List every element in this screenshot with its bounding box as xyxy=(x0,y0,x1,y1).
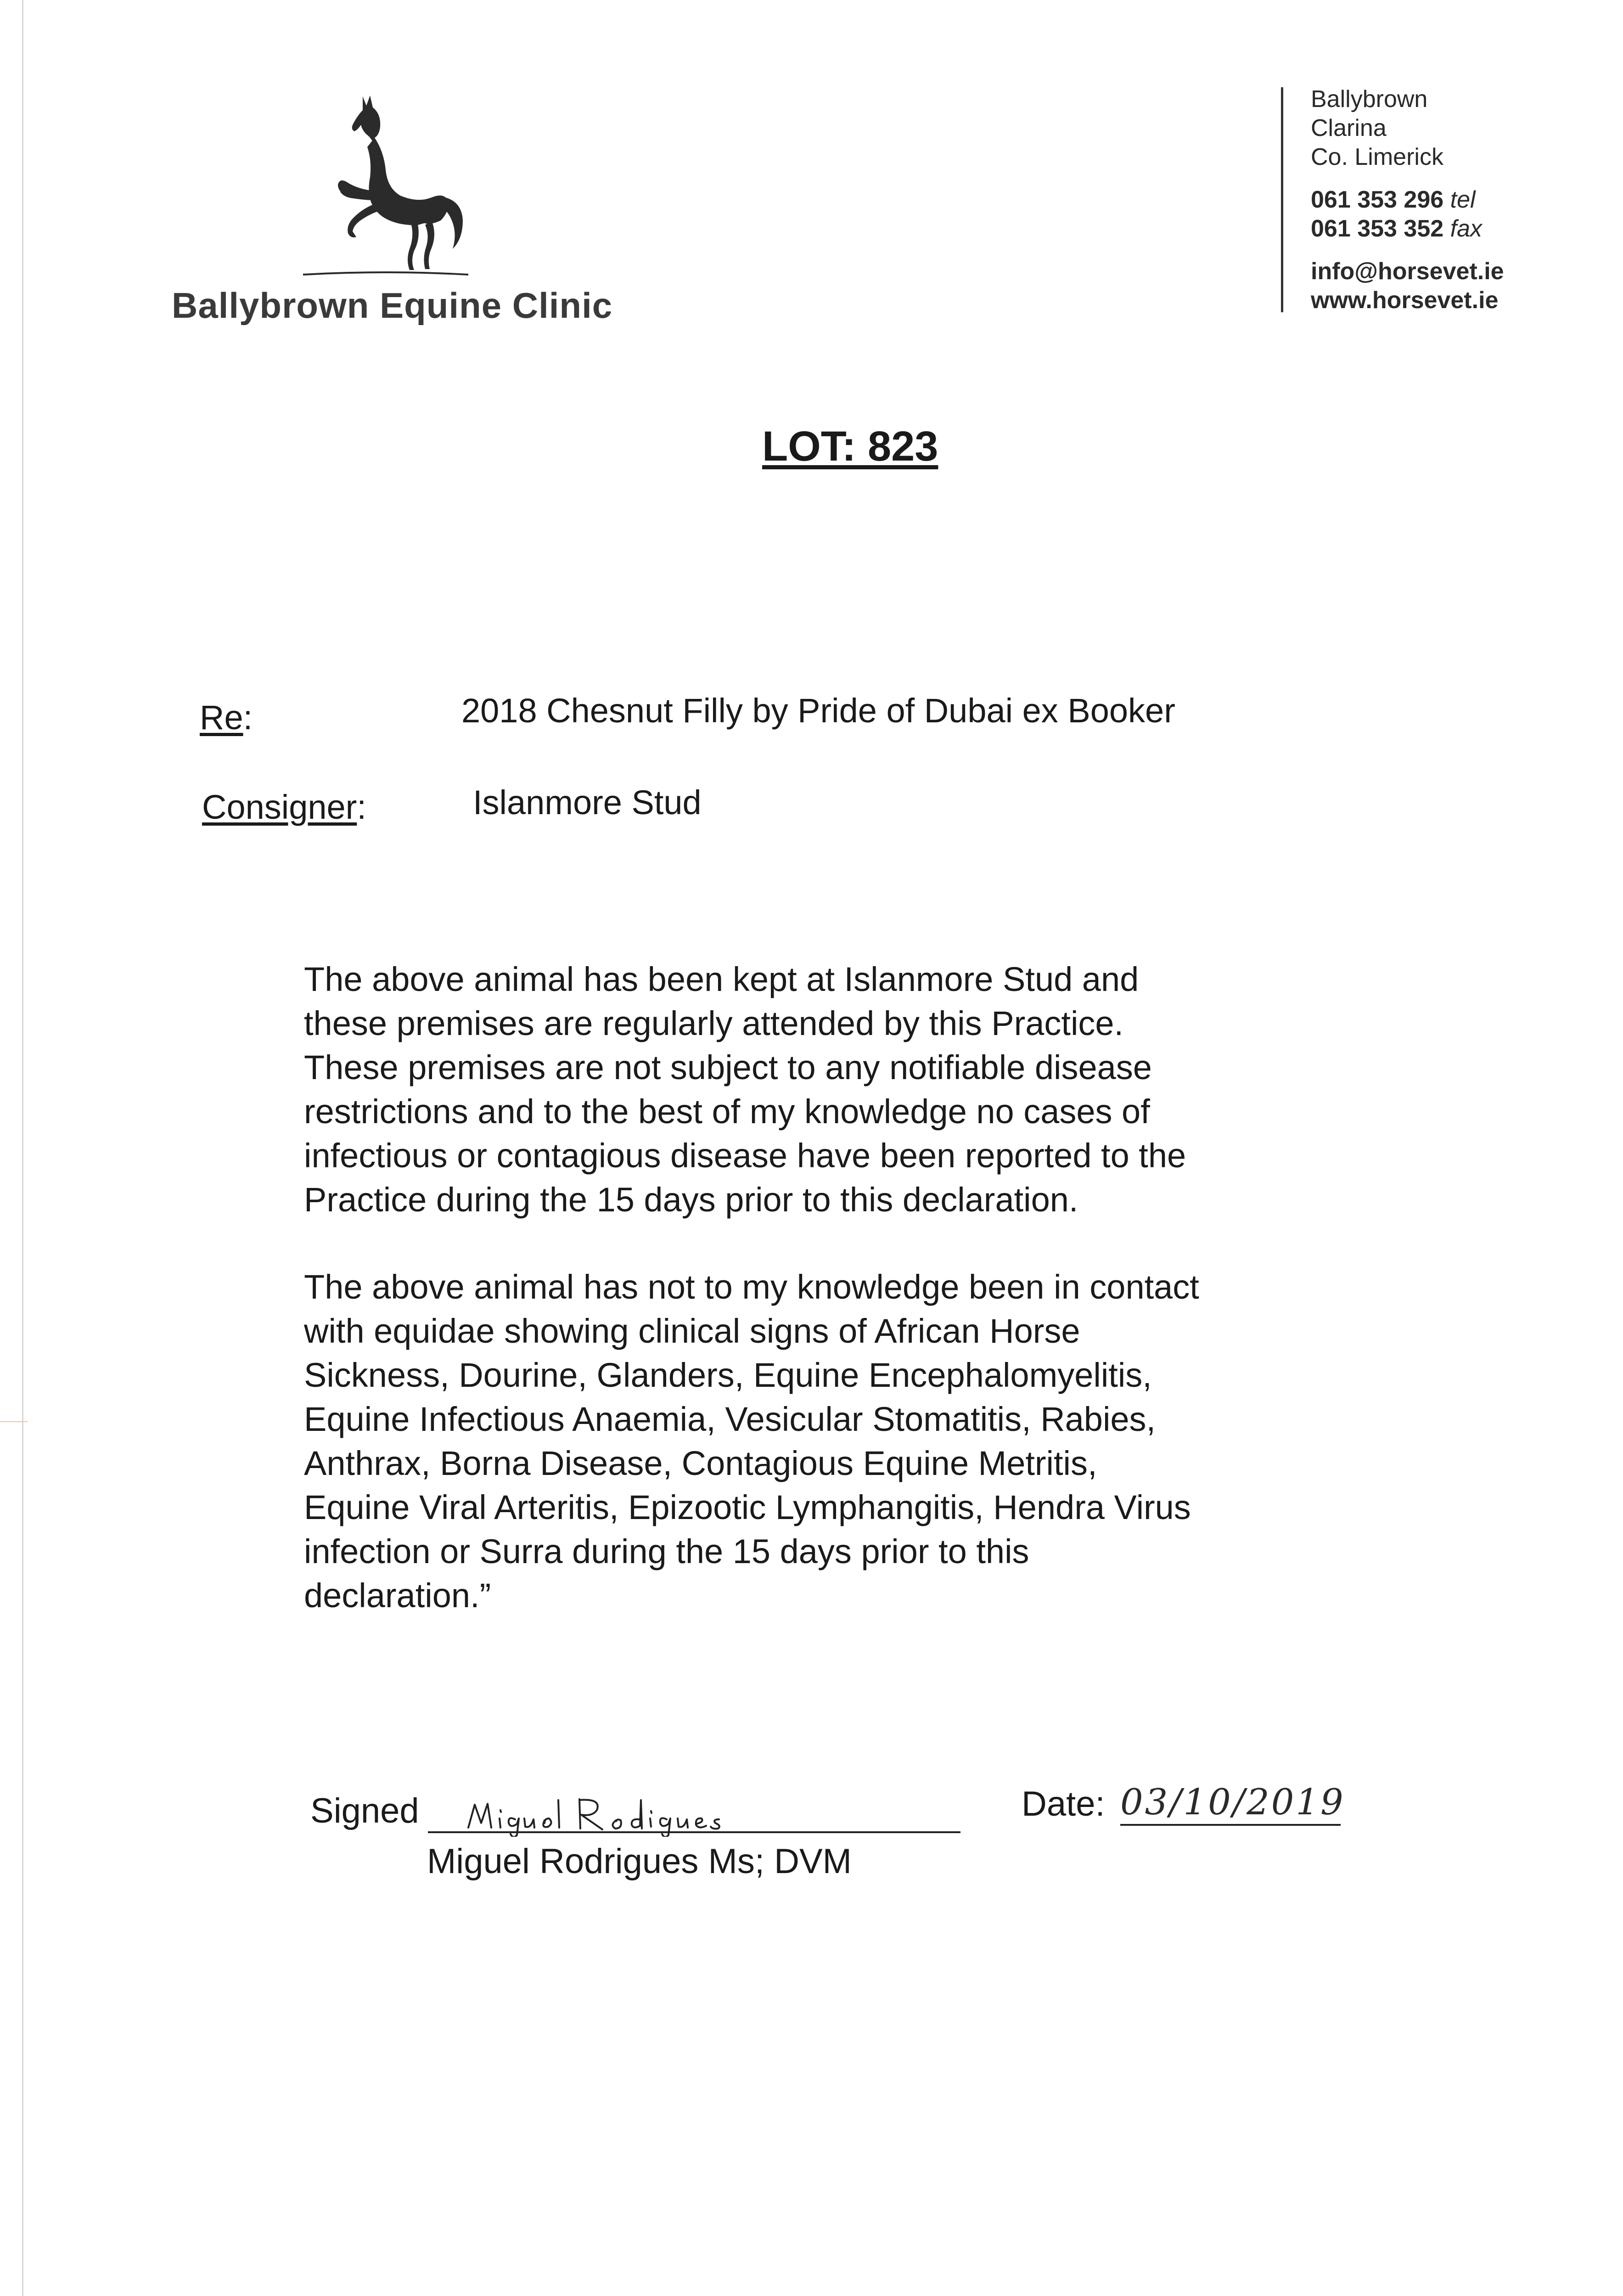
handwritten-signature xyxy=(459,1786,808,1837)
paragraph-line: The above animal has not to my knowledge been in contact xyxy=(304,1268,1199,1306)
address-line-1: Ballybrown xyxy=(1311,86,1428,113)
contact-spacer xyxy=(1311,243,1504,257)
scan-mark xyxy=(0,1421,28,1422)
paragraph-line: Sickness, Dourine, Glanders, Equine Encephalomyelitis, xyxy=(304,1356,1152,1394)
website-address: www.horsevet.ie xyxy=(1311,287,1499,314)
fax-line xyxy=(1311,214,1504,243)
declaration-paragraph-1 xyxy=(304,957,1360,1222)
date-line xyxy=(1120,1824,1341,1826)
paragraph-line: These premises are not subject to any notifiable disease xyxy=(304,1048,1152,1086)
paragraph-line: Practice during the 15 days prior to this declaration. xyxy=(304,1181,1078,1219)
contact-spacer xyxy=(1311,172,1504,186)
paragraph-line: Equine Infectious Anaemia, Vesicular Stomatitis, Rabies, xyxy=(304,1400,1156,1438)
paragraph-line: these premises are regularly attended by this Practice. xyxy=(304,1004,1124,1042)
signature-line xyxy=(428,1831,960,1833)
paragraph-line: restrictions and to the best of my knowledge no cases of xyxy=(304,1092,1150,1131)
rearing-horse-icon xyxy=(294,87,477,280)
re-label-colon: : xyxy=(243,698,253,737)
telephone-number: 061 353 296 xyxy=(1311,186,1444,213)
re-label-text: Re xyxy=(200,698,243,737)
telephone-line xyxy=(1311,186,1504,214)
re-label xyxy=(200,698,253,737)
scan-edge xyxy=(22,0,23,2296)
consigner-label-colon: : xyxy=(357,788,366,826)
contact-divider xyxy=(1281,87,1283,312)
fax-label: fax xyxy=(1450,215,1483,242)
clinic-name: Ballybrown Equine Clinic xyxy=(172,285,613,326)
signed-label: Signed xyxy=(310,1791,419,1830)
lot-heading: LOT: 823 xyxy=(762,423,938,470)
paragraph-line: Anthrax, Borna Disease, Contagious Equine Metritis, xyxy=(304,1444,1097,1482)
paragraph-line: declaration.” xyxy=(304,1576,491,1615)
paragraph-line: with equidae showing clinical signs of African Horse xyxy=(304,1312,1080,1350)
re-value: 2018 Chesnut Filly by Pride of Dubai ex Booker xyxy=(461,692,1175,730)
email-address: info@horsevet.ie xyxy=(1311,258,1504,285)
declaration-paragraph-2 xyxy=(304,1265,1360,1618)
fax-number: 061 353 352 xyxy=(1311,215,1444,242)
consigner-value: Islanmore Stud xyxy=(473,783,702,822)
telephone-label: tel xyxy=(1450,186,1476,213)
consigner-label-text: Consigner xyxy=(202,788,357,826)
address-line-3: Co. Limerick xyxy=(1311,144,1443,170)
paragraph-line: Equine Viral Arteritis, Epizootic Lymphangitis, Hendra Virus xyxy=(304,1488,1191,1526)
contact-block xyxy=(1311,85,1504,315)
handwritten-date: 03/10/2019 xyxy=(1120,1782,1345,1823)
paragraph-line: infection or Surra during the 15 days prior to this xyxy=(304,1532,1029,1570)
address-line-2: Clarina xyxy=(1311,115,1387,141)
date-label: Date: xyxy=(1022,1784,1105,1823)
signatory-name: Miguel Rodrigues Ms; DVM xyxy=(427,1842,852,1881)
paragraph-line: infectious or contagious disease have been reported to the xyxy=(304,1137,1186,1175)
paragraph-line: The above animal has been kept at Islanmore Stud and xyxy=(304,960,1139,998)
consigner-label xyxy=(202,788,366,827)
